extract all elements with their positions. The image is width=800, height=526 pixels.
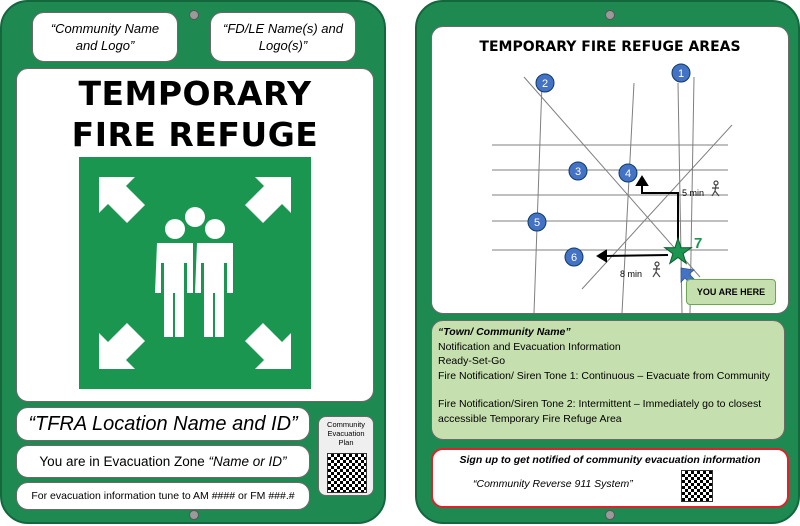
top-bolt — [189, 10, 199, 20]
route-left-time: 8 min — [620, 269, 643, 279]
street-line — [524, 77, 703, 277]
zone-prefix: You are in Evacuation Zone — [39, 454, 209, 469]
radio-info-box — [16, 482, 310, 510]
info-line: Fire Notification/Siren Tone 2: Intermittent – Immediately go to closest accessible Temporary Fire Refuge Area — [438, 398, 762, 425]
refuge-marker-4-label: 4 — [624, 168, 632, 180]
refuge-marker-2-label: 2 — [541, 78, 549, 90]
community-name-text: “Community Name and Logo” — [50, 21, 160, 53]
qr-label: Community Evacuation Plan — [327, 420, 365, 447]
map-title: TEMPORARY FIRE REFUGE AREAS — [479, 39, 741, 55]
town-name: “Town/ Community Name” — [438, 326, 571, 338]
info-line: Fire Notification/ Siren Tone 1: Continuous – Evacuate from Community — [438, 369, 770, 382]
signup-system: “Community Reverse 911 System” — [473, 478, 633, 490]
refuge-marker-1-label: 1 — [677, 68, 685, 80]
refuge-marker-6-label: 6 — [570, 252, 578, 264]
street-line — [582, 125, 732, 289]
fdle-name-placeholder — [210, 12, 356, 62]
refuge-marker-5-label: 5 — [533, 217, 541, 229]
route-to-4 — [642, 182, 678, 247]
community-info-box — [431, 320, 785, 440]
bottom-bolt — [605, 510, 615, 520]
walking-icon — [712, 181, 719, 196]
radio-info-text: For evacuation information tune to AM #### or FM ###.# — [31, 490, 295, 502]
route-up-time: 5 min — [682, 188, 705, 198]
info-line: Ready-Set-Go — [438, 355, 506, 367]
refuge-map — [432, 27, 788, 313]
route-arrowhead — [637, 177, 647, 185]
map-panel — [431, 26, 789, 314]
qr-code — [327, 453, 367, 493]
evacuation-zone-text — [39, 454, 286, 469]
qr-panel — [318, 416, 374, 496]
main-panel — [16, 68, 374, 402]
info-line: Notification and Evacuation Information — [438, 340, 621, 353]
refuge-marker-3-label: 3 — [574, 166, 582, 178]
bottom-bolt — [189, 510, 199, 520]
community-name-placeholder — [32, 12, 178, 62]
assembly-point-icon — [79, 157, 311, 389]
you-are-here-number: 7 — [694, 235, 703, 252]
street-line — [534, 83, 542, 313]
you-are-here-text: YOU ARE HERE — [696, 287, 766, 297]
left-sign — [0, 0, 386, 524]
fdle-name-text: “FD/LE Name(s) and Logo(s)” — [223, 21, 343, 53]
you-are-here-label — [686, 279, 776, 305]
signup-title: Sign up to get notified of community evacuation information — [459, 454, 761, 466]
location-name-box — [16, 407, 310, 441]
right-sign — [415, 0, 800, 524]
evacuation-zone-box — [16, 445, 310, 478]
sign-title-line1: TEMPORARY — [78, 74, 312, 113]
top-bolt — [605, 10, 615, 20]
route-to-6 — [604, 255, 668, 256]
signup-box — [431, 448, 789, 508]
location-name-text: “TFRA Location Name and ID” — [28, 412, 298, 435]
walking-icon — [653, 262, 660, 277]
route-arrowhead — [598, 251, 606, 261]
zone-value: “Name or ID” — [208, 454, 287, 469]
sign-title-line2: FIRE REFUGE — [71, 115, 319, 155]
signup-qr-code — [681, 470, 713, 502]
